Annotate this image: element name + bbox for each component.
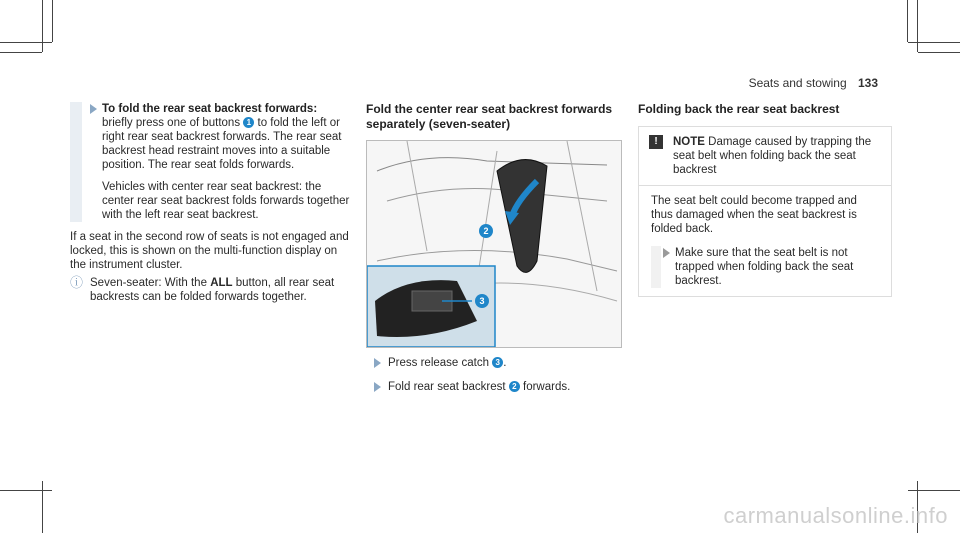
crop-mark: [907, 0, 908, 42]
seat-illustration: [366, 140, 622, 348]
step-arrow-icon: [374, 382, 381, 392]
crop-mark: [42, 0, 43, 52]
note-label: NOTE: [673, 136, 705, 148]
column-2: [366, 102, 622, 132]
crop-mark: [0, 490, 52, 491]
note-action: Make sure that the seat belt is not trapped when folding back the seat backrest.: [651, 246, 879, 288]
figure-callout-3: 3: [475, 294, 489, 308]
page-number: 133: [857, 76, 878, 90]
step-text: briefly press one of buttons 1 to fold the left or right rear seat backrest forwards. The rear seat backrest head restraint moves into a suitable position. The rear seat folds forwards.: [102, 117, 342, 171]
section-heading: Folding back the rear seat backrest: [638, 102, 840, 116]
callout-badge: 2: [509, 381, 520, 392]
figure-callout-2: 2: [479, 224, 493, 238]
note-header: [639, 127, 891, 186]
step-arrow-icon: [374, 358, 381, 368]
callout-badge: 3: [492, 357, 503, 368]
info-note: ⓘ Seven-seater: With the ALL button, all rear seat backrests can be folded forwards together.: [70, 275, 335, 303]
crop-mark: [42, 481, 43, 533]
step-arrow-icon: [663, 248, 670, 258]
watermark: carmanualsonline.info: [723, 503, 948, 528]
crop-mark: [917, 0, 918, 52]
crop-mark: [0, 42, 52, 43]
column-1: [70, 102, 350, 304]
seat-drawing: [367, 141, 621, 347]
crop-mark: [52, 0, 53, 42]
crop-mark: [908, 42, 960, 43]
note-box: [638, 126, 892, 297]
step-note: Vehicles with center rear seat backrest: the center rear seat backrest folds forwards together with the left rear seat backrest.: [102, 181, 350, 221]
page-header: [749, 76, 878, 90]
crop-mark: [918, 52, 960, 53]
crop-mark: [0, 52, 42, 53]
crop-mark: [908, 490, 960, 491]
paragraph: If a seat in the second row of seats is not engaged and locked, this is shown on the multi-function display on the instrument cluster.: [70, 231, 349, 271]
callout-badge: 1: [243, 117, 254, 128]
step-1: Press release catch 3 .: [366, 356, 622, 370]
note-body-text: The seat belt could become trapped and thus damaged when the seat backrest is folded back.: [651, 195, 857, 235]
section-title: Seats and stowing: [748, 76, 847, 90]
steps: [366, 356, 622, 404]
step-title: To fold the rear seat backrest forwards:: [102, 103, 318, 115]
column-3: [638, 102, 892, 117]
info-icon: ⓘ: [70, 275, 84, 290]
warning-icon: !: [649, 135, 663, 149]
note-body: [639, 186, 891, 296]
note-text: Damage caused by trapping the seat belt when folding back the seat backrest: [673, 136, 872, 176]
step-arrow-icon: [90, 104, 97, 114]
section-heading: Fold the center rear seat backrest forwards separately (seven-seater): [366, 102, 613, 131]
step-2: Fold rear seat backrest 2 forwards.: [366, 380, 622, 394]
step-block: [70, 102, 350, 222]
